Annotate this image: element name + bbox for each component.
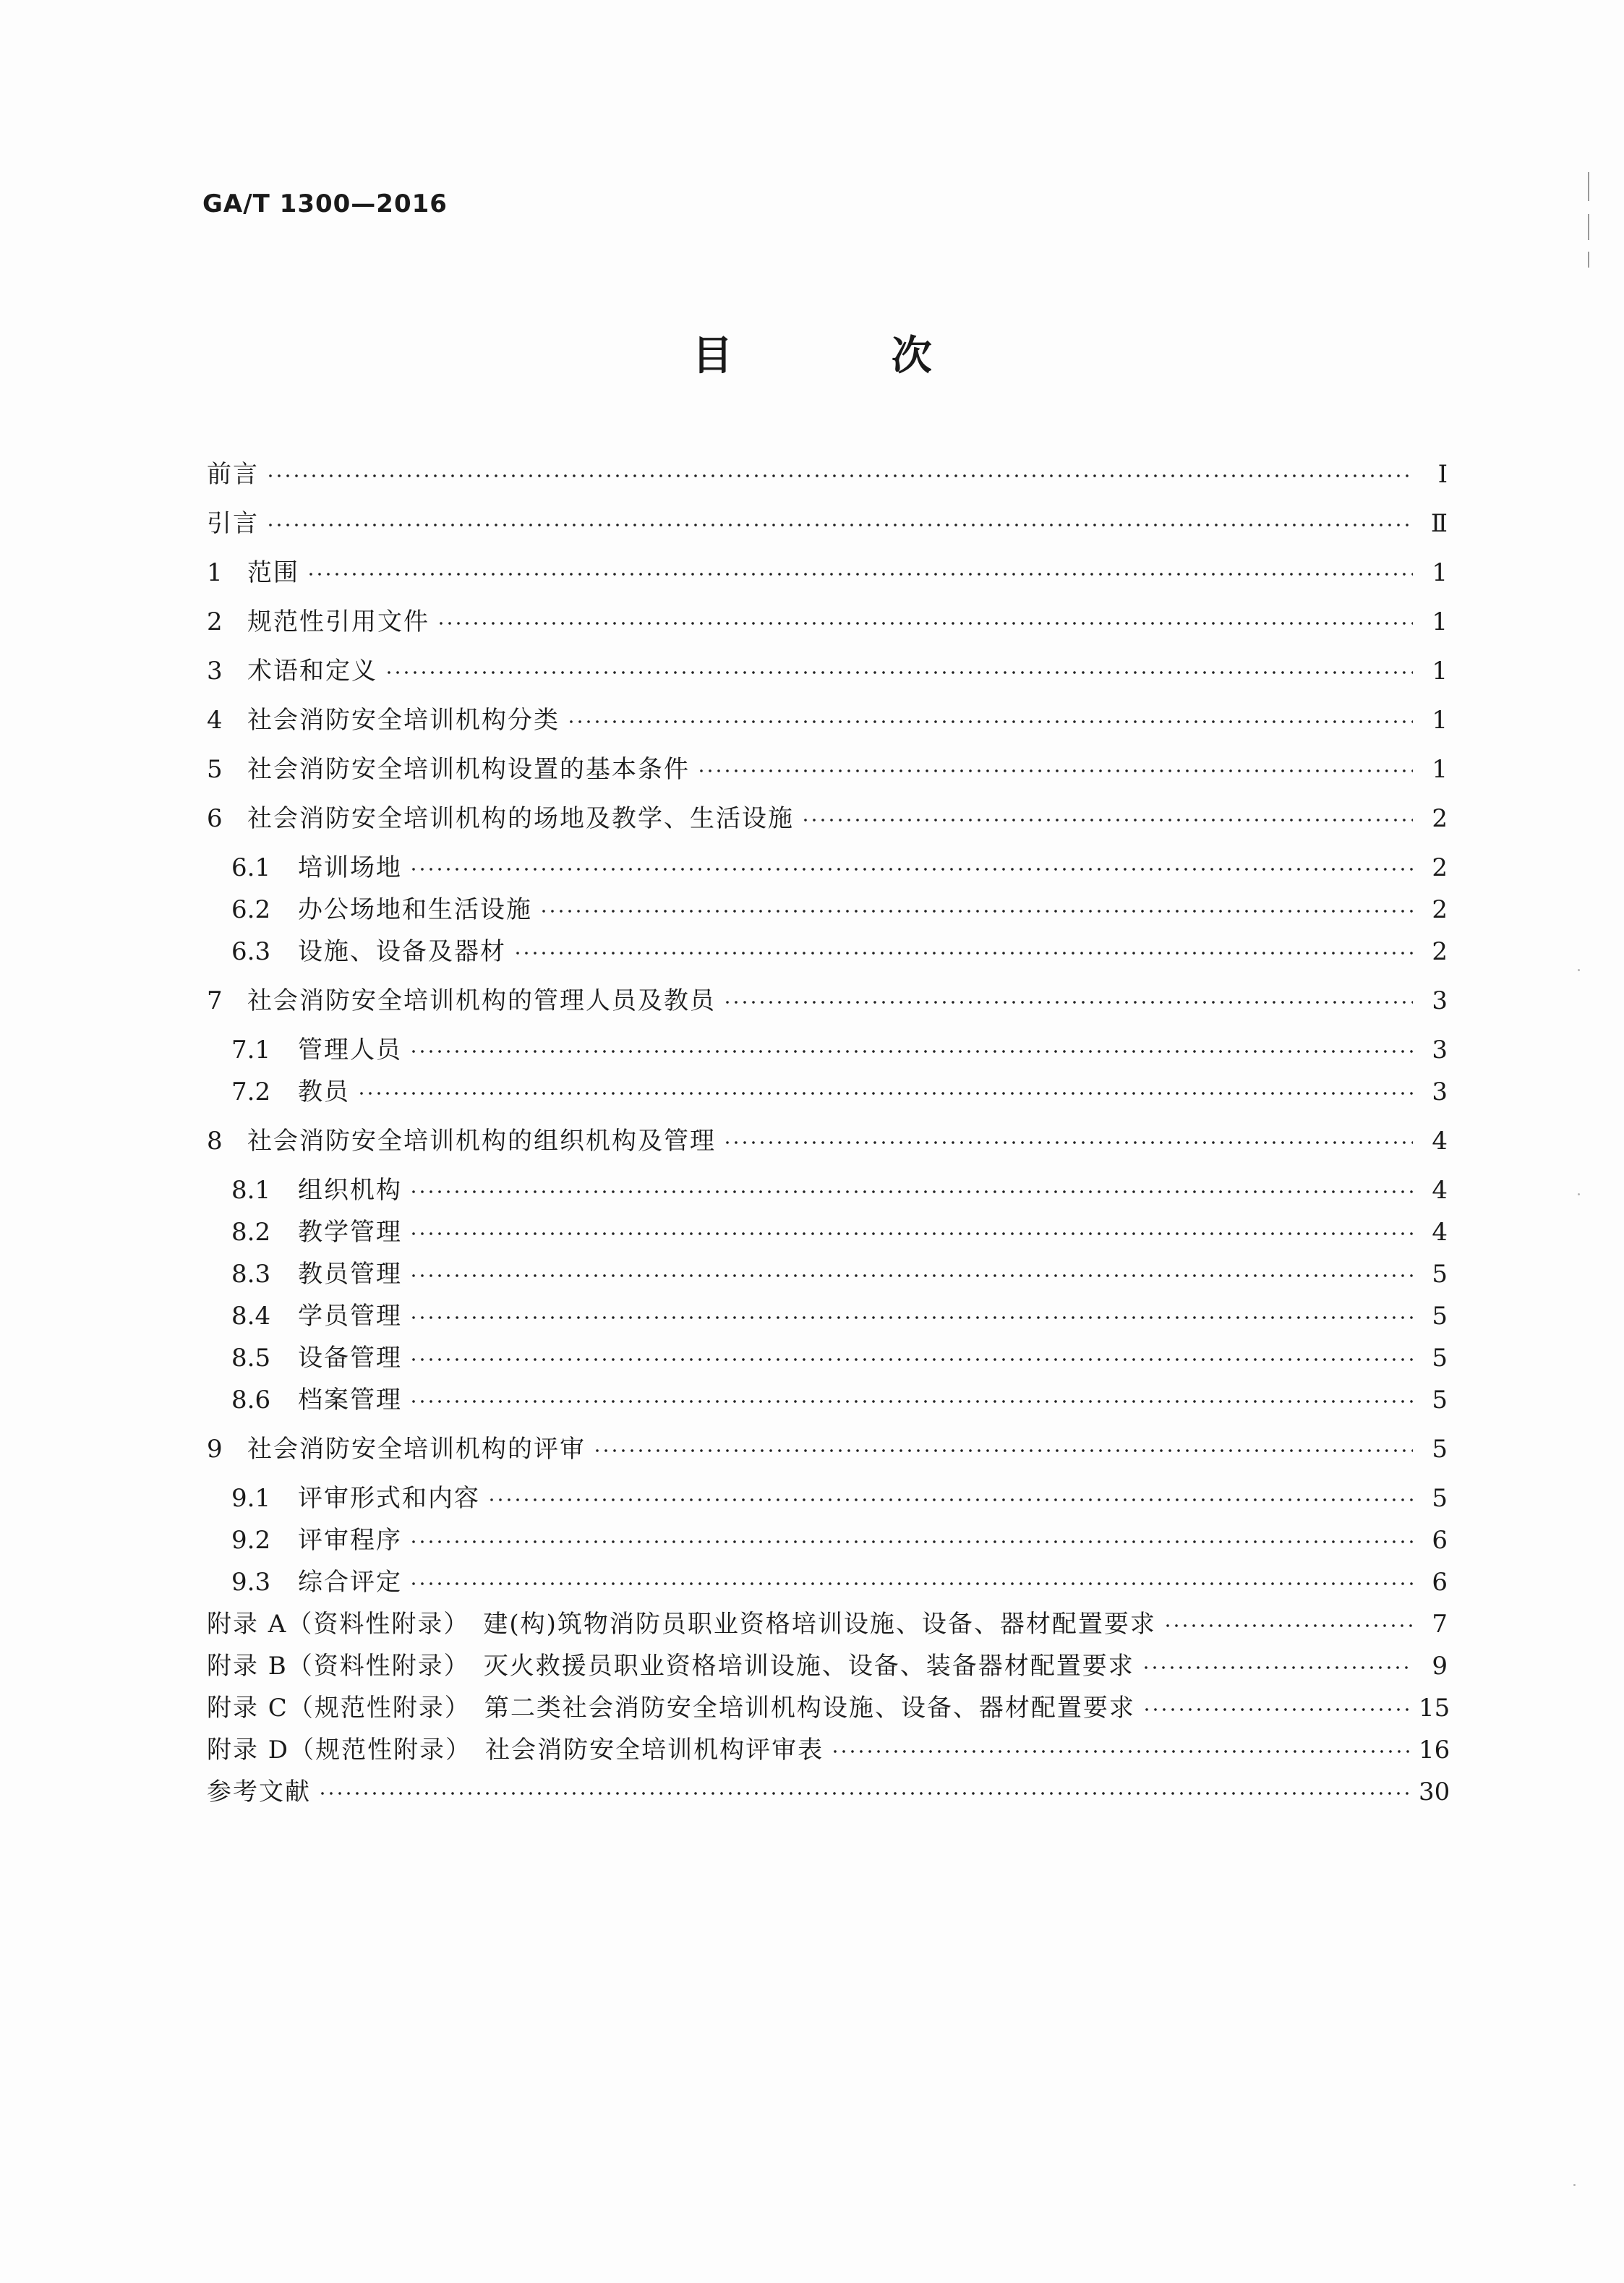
toc-dot-leader (409, 1398, 1413, 1405)
toc-dot-leader (409, 866, 1413, 873)
toc-entry-page: 2 (1432, 853, 1448, 882)
toc-entry (207, 651, 1448, 686)
toc-entry-page: 1 (1432, 558, 1448, 587)
toc-dot-leader (409, 1188, 1413, 1195)
toc-entry-page: 5 (1432, 1484, 1448, 1513)
toc-entry (207, 1296, 1448, 1331)
toc-entry-label: 组织机构 (298, 1176, 402, 1205)
toc-entry-page: 2 (1432, 804, 1448, 833)
toc-entry-label: 设备管理 (298, 1344, 402, 1373)
toc-entry-page: 4 (1432, 1218, 1448, 1247)
toc-entry-number: 9.1 (231, 1484, 271, 1513)
toc-entry-number: 8.5 (231, 1344, 271, 1373)
toc-entry-page: 5 (1432, 1386, 1448, 1414)
toc-entry-page: 2 (1432, 937, 1448, 966)
toc-entry-page: 15 (1419, 1694, 1450, 1723)
toc-entry (207, 798, 1448, 834)
toc-entry (207, 981, 1448, 1016)
toc-entry-label: 教员管理 (298, 1260, 402, 1289)
toc-entry-page: 1 (1432, 657, 1448, 686)
toc-dot-leader (266, 521, 1413, 529)
toc-dot-leader (409, 1314, 1413, 1321)
toc-dot-leader (513, 950, 1413, 957)
toc-entry-page: 3 (1432, 1078, 1448, 1106)
toc-entry-label: 参考文献 (207, 1778, 311, 1806)
toc-entry-page: Ⅱ (1430, 509, 1448, 538)
toc-dot-leader (1142, 1706, 1413, 1713)
toc-entry-page: 3 (1432, 986, 1448, 1015)
toc-entry-label: 社会消防安全培训机构分类 (247, 706, 560, 735)
toc-dot-leader (1142, 1664, 1413, 1671)
toc-title: 目 次 (692, 333, 1004, 380)
toc-entry-label: 社会消防安全培训机构的管理人员及教员 (247, 986, 716, 1015)
toc-entry (207, 889, 1448, 925)
toc-dot-leader (831, 1748, 1413, 1755)
scan-edge-mark (1588, 172, 1589, 201)
toc-entry (207, 931, 1448, 967)
toc-entry (207, 1030, 1448, 1065)
toc-entry-page: Ⅰ (1437, 460, 1448, 489)
toc-entry-number: 8.1 (231, 1176, 271, 1205)
toc-entry-label: 评审形式和内容 (298, 1484, 480, 1513)
scan-speck (1578, 1193, 1580, 1195)
toc-entry-number: 2 (207, 607, 223, 636)
toc-entry-page: 16 (1419, 1736, 1450, 1764)
toc-entry-page: 5 (1432, 1260, 1448, 1289)
toc-entry-label: 规范性引用文件 (247, 607, 429, 636)
toc-entry-page: 4 (1432, 1127, 1448, 1156)
toc-entry-number: 9.2 (231, 1526, 271, 1555)
toc-dot-leader (437, 620, 1413, 627)
scan-edge-mark (1588, 214, 1589, 240)
toc-entry-label: 社会消防安全培训机构的评审 (247, 1435, 586, 1464)
toc-dot-leader (409, 1538, 1413, 1545)
toc-dot-leader (409, 1048, 1413, 1055)
toc-dot-leader (409, 1272, 1413, 1279)
toc-entry-page: 7 (1432, 1610, 1448, 1639)
toc-entry-label: 术语和定义 (247, 657, 377, 686)
toc-entry-page: 1 (1432, 706, 1448, 735)
toc-entry (207, 454, 1448, 490)
toc-entry (207, 552, 1448, 588)
toc-dot-leader (697, 767, 1413, 774)
toc-entry (207, 1254, 1448, 1289)
toc-entry-label: 培训场地 (298, 853, 402, 882)
toc-entry-number: 7 (207, 986, 223, 1015)
document-code: GA/T 1300—2016 (202, 189, 448, 218)
toc-entry (207, 1170, 1448, 1205)
toc-dot-leader (723, 1139, 1413, 1146)
toc-entry-page: 30 (1419, 1778, 1450, 1806)
toc-entry-number: 4 (207, 706, 223, 735)
toc-entry-label: 办公场地和生活设施 (298, 895, 532, 924)
toc-entry (207, 749, 1448, 785)
toc-entry-number: 9 (207, 1435, 223, 1464)
toc-entry (207, 1121, 1448, 1156)
toc-entry-label: 学员管理 (298, 1302, 402, 1331)
toc-entry-number: 8 (207, 1127, 223, 1156)
toc-entry-label: 管理人员 (298, 1036, 402, 1064)
toc-entry (207, 503, 1448, 539)
toc-dot-leader (385, 669, 1413, 676)
toc-entry-label: 档案管理 (298, 1386, 402, 1414)
toc-entry-number: 1 (207, 558, 223, 587)
toc-entry (207, 1380, 1448, 1415)
toc-entry-page: 5 (1432, 1302, 1448, 1331)
toc-entry-label: 引言 (207, 509, 259, 538)
toc-entry-number: 3 (207, 657, 223, 686)
toc-entry-number: 5 (207, 755, 223, 784)
toc-dot-leader (266, 472, 1413, 479)
toc-entry (207, 1646, 1448, 1681)
toc-entry-number: 8.3 (231, 1260, 271, 1289)
toc-entry (207, 1730, 1448, 1765)
toc-dot-leader (593, 1447, 1413, 1454)
toc-entry-label: 范围 (247, 558, 299, 587)
toc-entry-label: 社会消防安全培训机构的场地及教学、生活设施 (247, 804, 794, 833)
toc-entry (207, 1520, 1448, 1556)
toc-entry (207, 1429, 1448, 1464)
toc-entry-number: 6.2 (231, 895, 271, 924)
toc-dot-leader (1163, 1622, 1413, 1629)
toc-entry (207, 1688, 1448, 1723)
toc-dot-leader (539, 908, 1413, 915)
toc-entry-page: 1 (1432, 755, 1448, 784)
toc-dot-leader (409, 1230, 1413, 1237)
toc-entry-label: 附录 B（资料性附录） 灭火救援员职业资格培训设施、设备、装备器材配置要求 (207, 1652, 1134, 1681)
toc-dot-leader (567, 718, 1413, 725)
toc-entry-number: 9.3 (231, 1568, 271, 1597)
toc-entry-page: 3 (1432, 1036, 1448, 1064)
toc-entry-number: 7.1 (231, 1036, 271, 1064)
toc-entry-page: 4 (1432, 1176, 1448, 1205)
toc-entry-label: 评审程序 (298, 1526, 402, 1555)
toc-entry (207, 1772, 1448, 1807)
toc-entry-page: 6 (1432, 1526, 1448, 1555)
toc-entry-label: 附录 D（规范性附录） 社会消防安全培训机构评审表 (207, 1736, 824, 1764)
toc-entry (207, 602, 1448, 637)
toc-entry-label: 教学管理 (298, 1218, 402, 1247)
scan-speck (1578, 969, 1580, 971)
toc-entry-number: 6 (207, 804, 223, 833)
toc-entry (207, 700, 1448, 735)
toc-entry (207, 1562, 1448, 1597)
toc-entry-page: 2 (1432, 895, 1448, 924)
toc-dot-leader (318, 1790, 1413, 1797)
toc-entry (207, 848, 1448, 883)
toc-entry-label: 教员 (298, 1078, 350, 1106)
toc-entry-page: 6 (1432, 1568, 1448, 1597)
toc-entry-label: 前言 (207, 460, 259, 489)
toc-entry-page: 5 (1432, 1435, 1448, 1464)
toc-entry-label: 附录 A（资料性附录） 建(构)筑物消防员职业资格培训设施、设备、器材配置要求 (207, 1610, 1156, 1639)
toc-dot-leader (723, 999, 1413, 1006)
toc-entry-page: 1 (1432, 607, 1448, 636)
toc-entry (207, 1072, 1448, 1107)
toc-dot-leader (487, 1496, 1413, 1503)
toc-entry-number: 8.4 (231, 1302, 271, 1331)
toc-entry (207, 1478, 1448, 1514)
toc-entry (207, 1338, 1448, 1373)
toc-dot-leader (409, 1580, 1413, 1587)
toc-entry (207, 1604, 1448, 1639)
toc-dot-leader (357, 1090, 1413, 1097)
toc-entry-number: 6.1 (231, 853, 271, 882)
toc-dot-leader (801, 816, 1413, 824)
scan-speck (1573, 2184, 1576, 2186)
toc-dot-leader (307, 571, 1413, 578)
toc-entry-page: 5 (1432, 1344, 1448, 1373)
toc-entry-label: 设施、设备及器材 (298, 937, 506, 966)
toc-entry-number: 6.3 (231, 937, 271, 966)
toc-entry-page: 9 (1432, 1652, 1448, 1681)
toc-entry-number: 7.2 (231, 1078, 271, 1106)
toc-entry-label: 社会消防安全培训机构的组织机构及管理 (247, 1127, 716, 1156)
toc-dot-leader (409, 1356, 1413, 1363)
toc-entry-label: 附录 C（规范性附录） 第二类社会消防安全培训机构设施、设备、器材配置要求 (207, 1694, 1135, 1723)
toc-entry-label: 综合评定 (298, 1568, 402, 1597)
toc-entry (207, 1212, 1448, 1247)
scan-edge-mark (1588, 252, 1589, 268)
toc-entry-label: 社会消防安全培训机构设置的基本条件 (247, 755, 690, 784)
toc-entry-number: 8.2 (231, 1218, 271, 1247)
toc-entry-number: 8.6 (231, 1386, 271, 1414)
